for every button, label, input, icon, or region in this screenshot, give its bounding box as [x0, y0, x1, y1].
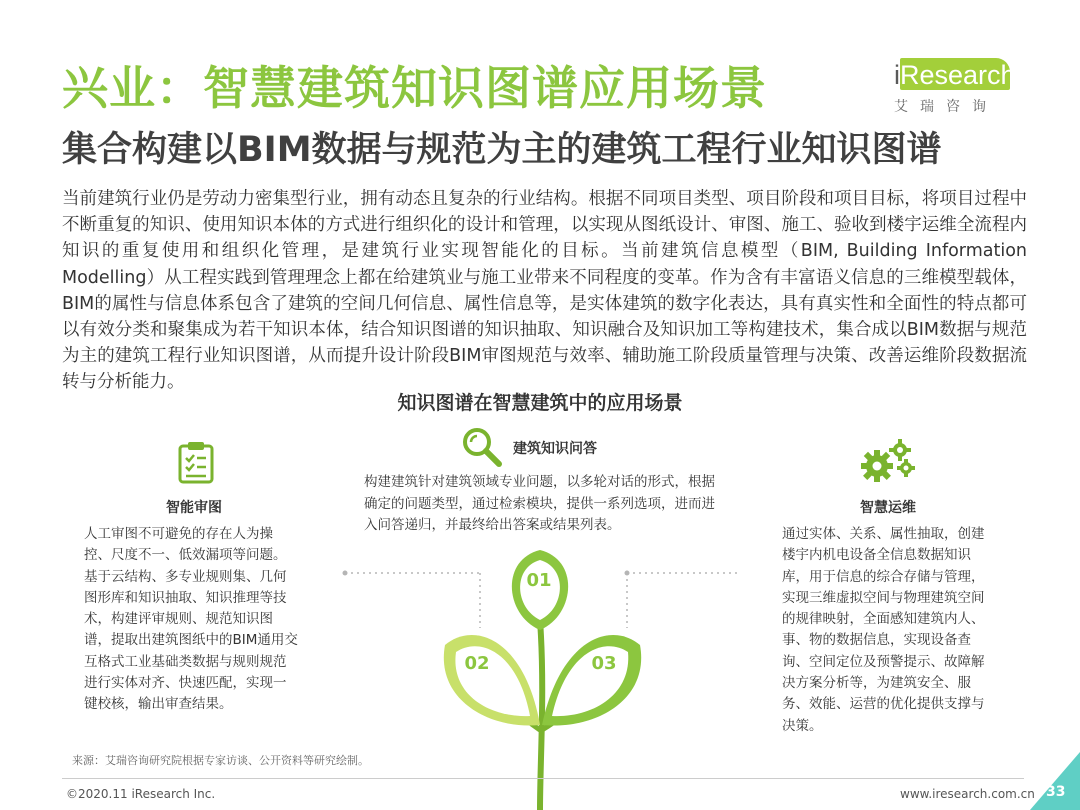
dotted-connector-right [625, 571, 741, 629]
magnifier-icon [461, 426, 503, 468]
logo-i: i [894, 60, 900, 90]
footer-divider [62, 778, 1024, 779]
plant-graphic [340, 540, 740, 810]
logo-chinese: 艾瑞咨询 [894, 99, 998, 115]
right-item-title: 智慧运维 [860, 500, 916, 516]
leaf-number-01: 01 [526, 570, 552, 591]
iresearch-logo [888, 58, 1038, 120]
clipboard-checklist-icon [175, 440, 217, 484]
leaf-number-02: 02 [464, 653, 490, 674]
page-corner-triangle [1030, 752, 1080, 810]
page-title: 兴业：智慧建筑知识图谱应用场景 [62, 61, 767, 115]
left-item-title: 智能审图 [166, 500, 222, 516]
right-item-text: 通过实体、关系、属性抽取，创建楼宇内机电设备全信息数据知识库，用于信息的综合存储与管理，实现三维虚拟空间与物理建筑空间的规律映射，全面感知建筑内人、事、物的数据信息，实现设备查询、空间定位及预警提示、故障解决方案分析等，为建筑安全、服务、效能、运营的优化提供支撑与决策。 [782, 526, 985, 734]
page-number: 33 [1046, 784, 1066, 800]
figure-title: 知识图谱在智慧建筑中的应用场景 [397, 392, 683, 414]
source-note: 来源：艾瑞咨询研究院根据专家访谈、公开资料等研究绘制。 [72, 754, 369, 767]
logo-research: Research [900, 60, 1016, 90]
page-subtitle: 集合构建以BIM数据与规范为主的建筑工程行业知识图谱 [62, 130, 942, 170]
center-item-text: 构建建筑针对建筑领域专业问题，以多轮对话的形式，根据确定的问题类型，通过检索模块，提供一系列选项，进而进入问答递归，并最终给出答案或结果列表。 [364, 474, 715, 533]
gears-icon [860, 438, 920, 484]
logo-wordmark [894, 58, 1016, 92]
left-item-text: 人工审图不可避免的存在人为操控、尺度不一、低效漏项等问题。基于云结构、多专业规则集、几何图形库和知识抽取、知识推理等技术，构建评审规则、规范知识图谱，提取出建筑图纸中的BIM通用交互格式工业基础类数据与规则规范进行实体对齐、快速匹配，实现一键校核，输出审查结果。 [84, 526, 298, 713]
center-item-title: 建筑知识问答 [513, 441, 597, 457]
dotted-connector-left [343, 571, 481, 629]
website-url: www.iresearch.com.cn [900, 787, 1035, 801]
leaf-number-03: 03 [591, 653, 617, 674]
copyright: ©2020.11 iResearch Inc. [66, 787, 216, 801]
body-paragraph: 当前建筑行业仍是劳动力密集型行业，拥有动态且复杂的行业结构。根据不同项目类型、项目阶段和项目目标，将项目过程中不断重复的知识、使用知识本体的方式进行组织化的设计和管理，以实现从图纸设计、审图、施工、验收到楼宇运维全流程内知识的重复使用和组织化管理，是建筑行业实现智能化的目标。当前建筑信息模型（BIM, Building Information Modelling）从工程实践到管理理念上都在给建筑业与施工业带来不同程度的变革。作为含有丰富语义信息的三维模型载体，BIM的属性与信息体系包含了建筑的空间几何信息、属性信息等，是实体建筑的数字化表达，具有真实性和全面性的特点都可以有效分类和聚集成为若干知识本体，结合知识图谱的知识抽取、知识融合及知识加工等构建技术，集合成以BIM数据与规范为主的建筑工程行业知识图谱，从而提升设计阶段BIM审图规范与效率、辅助施工阶段质量管理与决策、改善运维阶段数据流转与分析能力。 [62, 189, 1027, 393]
